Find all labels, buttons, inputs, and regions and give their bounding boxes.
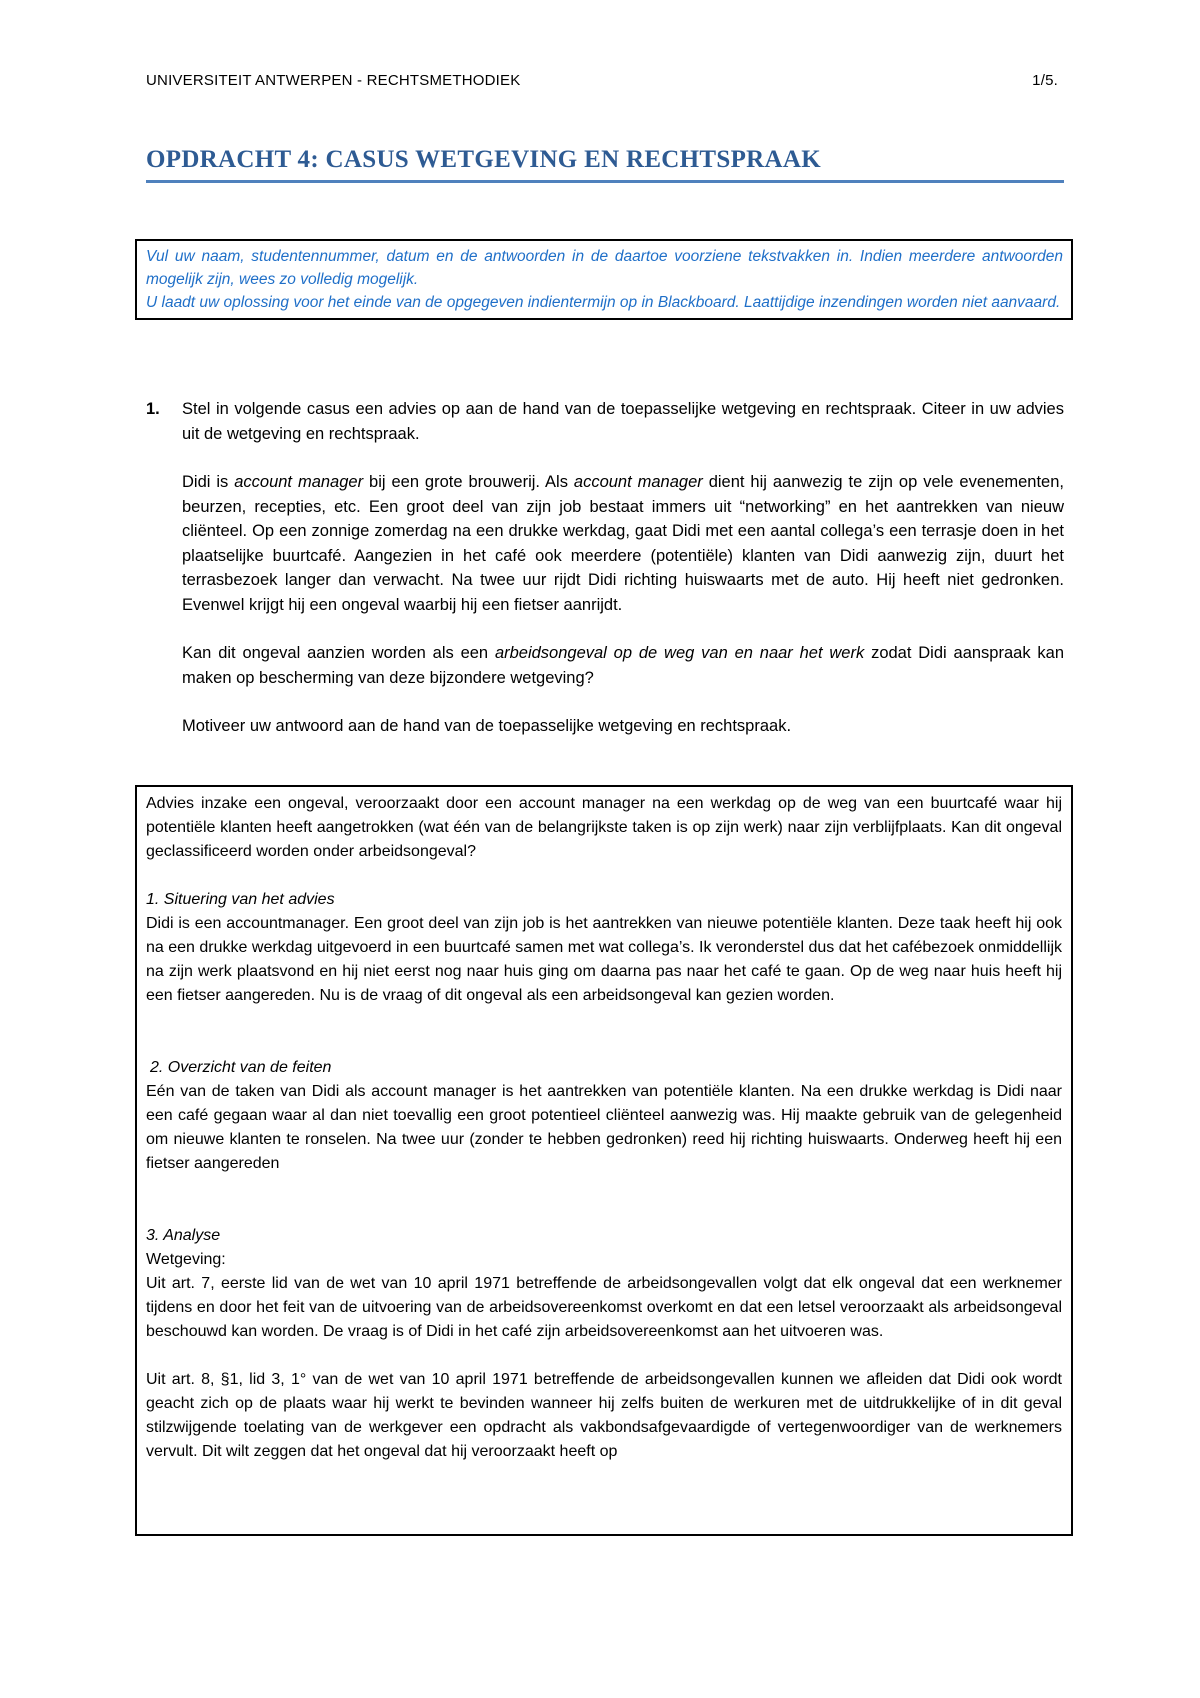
case-question xyxy=(182,641,1064,690)
case-text-1: Didi is xyxy=(182,473,235,491)
instructions-box xyxy=(135,239,1073,320)
section-3-subheading: Wetgeving: xyxy=(146,1251,226,1268)
case-emphasis-2: account manager xyxy=(573,473,703,491)
motivate-instruction: Motiveer uw antwoord aan de hand van de toepasselijke wetgeving en rechtspraak. xyxy=(182,717,792,735)
title-underline xyxy=(146,180,1064,183)
section-1-heading: 1. Situering van het advies xyxy=(146,891,335,908)
page-title: OPDRACHT 4: CASUS WETGEVING EN RECHTSPRAAK xyxy=(146,146,821,173)
question-1 xyxy=(146,397,1064,763)
question-body xyxy=(182,397,1064,739)
answer-intro: Advies inzake een ongeval, veroorzaakt door een account manager na een werkdag op de weg van een buurtcafé waar hij potentiële klanten heeft aangetrokken (wat één van de belangrijkste taken is op zijn werk) naar zijn verblijfplaats. Kan dit ongeval geclassificeerd worden onder arbeidsongeval? xyxy=(146,795,1062,860)
section-3-heading: 3. Analyse xyxy=(146,1227,221,1244)
question-text-1: Kan dit ongeval aanzien worden als een xyxy=(182,644,495,662)
instructions-line-2: U laadt uw oplossing voor het einde van de opgegeven indientermijn op in Blackboard. Laattijdige inzendingen worden niet aanvaard. xyxy=(146,294,1061,311)
instructions-line-1: Vul uw naam, studentennummer, datum en de antwoorden in de daartoe voorziene tekstvakken in. Indien meerdere antwoorden mogelijk zijn, wees zo volledig mogelijk. xyxy=(146,248,1063,288)
page-number: 1/5. xyxy=(1032,72,1058,89)
section-2-heading: 2. Overzicht van de feiten xyxy=(150,1059,332,1076)
case-text-2: bij een grote brouwerij. Als xyxy=(363,473,574,491)
case-text-3: dient hij aanwezig te zijn op vele evenementen, beurzen, recepties, etc. Een groot deel van zijn job bestaat immers uit “networking” en het aantrekken van nieuw cliënteel. Op een zonnige zomerdag na een drukke werkdag, gaat Didi met een aantal collega’s een terrasje doen in het plaatselijke buurtcafé. Aangezien in het café ook meerdere (potentiële) klanten van Didi aanwezig zijn, duurt het terrasbezoek langer dan verwacht. Na twee uur rijdt Didi richting huiswaarts met de auto. Hij heeft niet gedronken. Evenwel krijgt hij een ongeval waarbij hij een fietser aanrijdt. xyxy=(182,473,1064,614)
case-description xyxy=(182,470,1064,617)
case-emphasis-1: account manager xyxy=(234,473,364,491)
section-1-text: Didi is een accountmanager. Een groot deel van zijn job is het aantrekken van nieuwe potentiële klanten. Deze taak heeft hij ook na een drukke werkdag uitgevoerd in een buurtcafé samen met wat collega’s. Ik veronderstel dus dat het cafébezoek onmiddellijk na zijn werk plaatsvond en hij niet eerst nog naar huis ging om daarna pas naar het café te gaan. Op de weg naar huis heeft hij een fietser aangereden. Nu is de vraag of dit ongeval als een arbeidsongeval kan gezien worden. xyxy=(146,915,1062,1004)
header-institution: UNIVERSITEIT ANTWERPEN - RECHTSMETHODIEK xyxy=(146,72,521,89)
question-emphasis: arbeidsongeval op de weg van en naar het werk xyxy=(494,644,865,662)
section-2-text: Eén van de taken van Didi als account manager is het aantrekken van potentiële klanten. Na een drukke werkdag is Didi naar een café gegaan waar al dan niet toevallig een groot potentieel cliënteel aanwezig was. Hij maakte gebruik van de gelegenheid om nieuwe klanten te ronselen. Na twee uur (zonder te hebben gedronken) reed hij richting huiswaarts. Onderweg heeft hij een fietser aangereden xyxy=(146,1083,1062,1172)
question-number: 1. xyxy=(146,400,160,418)
running-header xyxy=(146,72,1058,89)
question-intro: Stel in volgende casus een advies op aan de hand van de toepasselijke wetgeving en rechtspraak. Citeer in uw advies uit de wetgeving en rechtspraak. xyxy=(182,400,1064,443)
question-text-2: zodat Didi aanspraak kan maken op bescherming van deze bijzondere wetgeving? xyxy=(182,644,1064,687)
answer-textbox[interactable] xyxy=(135,785,1073,1536)
section-3-paragraph-1: Uit art. 7, eerste lid van de wet van 10 april 1971 betreffende de arbeidsongevallen volgt dat elk ongeval dat een werknemer tijdens en door het feit van de uitvoering van de arbeidsovereenkomst overkomt en dat een letsel veroorzaakt als arbeidsongeval beschouwd kan worden. De vraag is of Didi in het café zijn arbeidsovereenkomst aan het uitvoeren was. xyxy=(146,1275,1062,1340)
section-3-paragraph-2: Uit art. 8, §1, lid 3, 1° van de wet van 10 april 1971 betreffende de arbeidsongevallen kunnen we afleiden dat Didi ook wordt geacht zich op de plaats waar hij werkt te bevinden wanneer hij zelfs buiten de werkuren met de uitdrukkelijke of in dit geval stilzwijgende toelating van de werkgever een opdracht als vakbondsafgevaardigde of vertegenwoordiger van de werknemers vervult. Dit wilt zeggen dat het ongeval dat hij veroorzaakt heeft op xyxy=(146,1371,1062,1460)
